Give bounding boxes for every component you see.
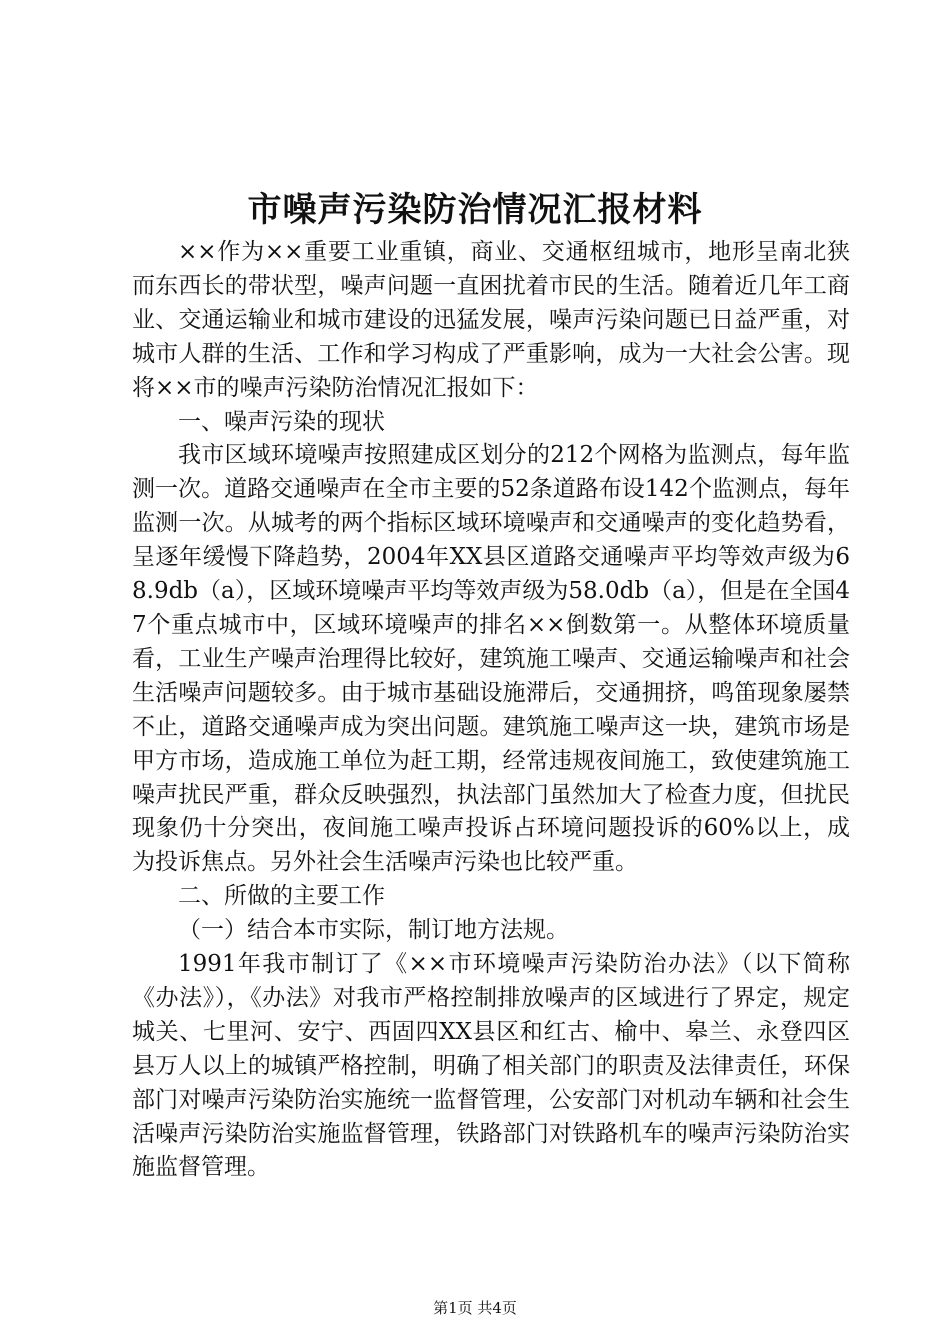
section-heading-main-work: 二、所做的主要工作 — [178, 883, 385, 910]
document-body — [132, 236, 850, 1185]
subsection-heading-local-regulations: （一）结合本市实际，制订地方法规。 — [178, 917, 569, 944]
status-paragraph: 我市区域环境噪声按照建成区划分的212个网格为监测点，每年监测一次。道路交通噪声在全市主要的52条道路布设142个监测点，每年监测一次。从城考的两个指标区域环境噪声和交通噪声的变化趋势看，呈逐年缓慢下降趋势，2004年XX县区道路交通噪声平均等效声级为68.9db（a），区域环境噪声平均等效声级为58.0db（a），但是在全国47个重点城市中，区域环境噪声的排名××倒数第一。从整体环境质量看，工业生产噪声治理得比较好，建筑施工噪声、交通运输噪声和社会生活噪声问题较多。由于城市基础设施滞后，交通拥挤，鸣笛现象屡禁不止，道路交通噪声成为突出问题。建筑施工噪声这一块，建筑市场是甲方市场，造成施工单位为赶工期，经常违规夜间施工，致使建筑施工噪声扰民严重，群众反映强烈，执法部门虽然加大了检查力度，但扰民现象仍十分突出，夜间施工噪声投诉占环境问题投诉的60%以上，成为投诉焦点。另外社会生活噪声污染也比较严重。 — [132, 442, 850, 876]
section-heading-current-status: 一、噪声污染的现状 — [178, 408, 385, 435]
page-footer: 第1页 共4页 — [433, 1299, 517, 1317]
document-title: 市噪声污染防治情况汇报材料 — [247, 190, 703, 230]
regulations-paragraph: 1991年我市制订了《××市环境噪声污染防治办法》（以下简称《办法》），《办法》对我市严格控制排放噪声的区域进行了界定，规定城关、七里河、安宁、西固四XX县区和红古、榆中、皋兰、永登四区县万人以上的城镇严格控制，明确了相关部门的职责及法律责任，环保部门对噪声污染防治实施统一监督管理，公安部门对机动车辆和社会生活噪声污染防治实施监督管理，铁路部门对铁路机车的噪声污染防治实施监督管理。 — [132, 951, 850, 1181]
intro-paragraph: ××作为××重要工业重镇，商业、交通枢纽城市，地形呈南北狭而东西长的带状型，噪声问题一直困扰着市民的生活。随着近几年工商业、交通运输业和城市建设的迅猛发展，噪声污染问题已日益严重，对城市人群的生活、工作和学习构成了严重影响，成为一大社会公害。现将××市的噪声污染防治情况汇报如下： — [132, 239, 850, 401]
